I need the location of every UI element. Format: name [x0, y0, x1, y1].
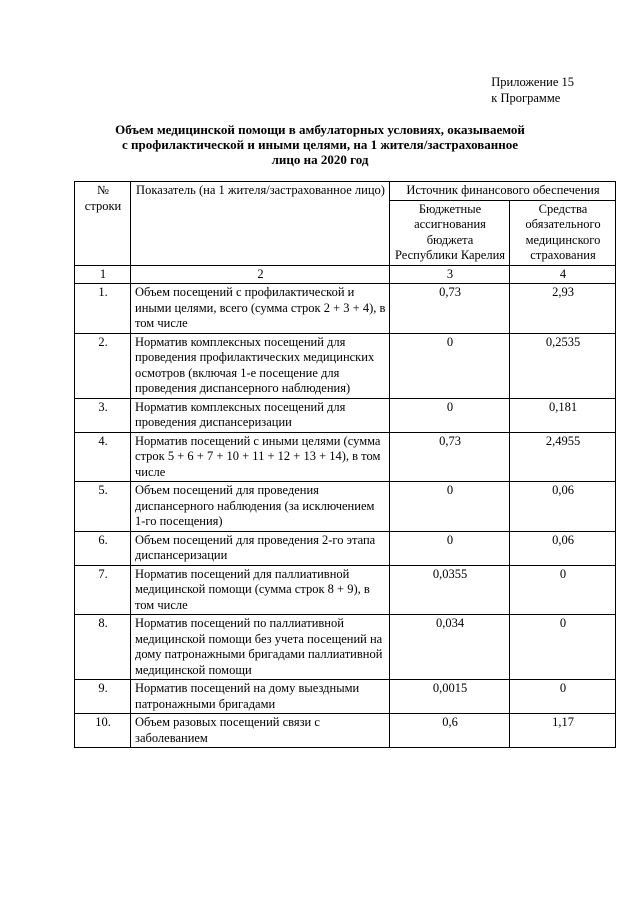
budget-value: 0: [390, 398, 510, 432]
appendix-line-1: Приложение 15: [491, 75, 574, 89]
indicator-cell: Норматив посещений на дому выездными патронажными бригадами: [131, 680, 390, 714]
budget-value: 0,73: [390, 284, 510, 334]
column-number: 4: [510, 265, 616, 284]
title-line-1: Объем медицинской помощи в амбулаторных условиях, оказываемой: [115, 122, 525, 137]
insurance-value: 0,181: [510, 398, 616, 432]
indicator-cell: Норматив комплексных посещений для проведения диспансеризации: [131, 398, 390, 432]
table-row: [75, 565, 616, 615]
indicator-cell: Объем разовых посещений связи с заболеванием: [131, 714, 390, 748]
column-number: 2: [131, 265, 390, 284]
document-title: [100, 122, 540, 167]
row-number: 5.: [75, 482, 131, 532]
insurance-value: 0,2535: [510, 333, 616, 398]
header-row: [75, 182, 616, 201]
row-number: 7.: [75, 565, 131, 615]
indicator-cell: Объем посещений с профилактической и иными целями, всего (сумма строк 2 + 3 + 4), в том числе: [131, 284, 390, 334]
row-number: 3.: [75, 398, 131, 432]
budget-value: 0: [390, 333, 510, 398]
appendix-note: [491, 74, 574, 106]
indicator-cell: Норматив посещений с иными целями (сумма строк 5 + 6 + 7 + 10 + 11 + 12 + 13 + 14), в том числе: [131, 432, 390, 482]
table-row: [75, 398, 616, 432]
insurance-value: 0: [510, 680, 616, 714]
row-number: 4.: [75, 432, 131, 482]
indicator-cell: Норматив комплексных посещений для проведения профилактических медицинских осмотров (включая 1-е посещение для проведения диспансерного наблюдения): [131, 333, 390, 398]
row-number: 6.: [75, 531, 131, 565]
column-numbers-row: [75, 265, 616, 284]
budget-value: 0,0015: [390, 680, 510, 714]
budget-value: 0: [390, 482, 510, 532]
header-insurance: Средства обязательного медицинского страхования: [510, 200, 616, 265]
indicator-cell: Норматив посещений для паллиативной медицинской помощи (сумма строк 8 + 9), в том числе: [131, 565, 390, 615]
table-row: [75, 284, 616, 334]
row-number: 1.: [75, 284, 131, 334]
insurance-value: 0,06: [510, 482, 616, 532]
budget-value: 0,0355: [390, 565, 510, 615]
table-body: [75, 284, 616, 748]
table-row: [75, 482, 616, 532]
row-number: 2.: [75, 333, 131, 398]
budget-value: 0,034: [390, 615, 510, 680]
title-line-3: лицо на 2020 год: [271, 152, 369, 167]
table-row: [75, 714, 616, 748]
table-row: [75, 531, 616, 565]
budget-value: 0,73: [390, 432, 510, 482]
table-row: [75, 615, 616, 680]
header-funding-source: Источник финансового обеспечения: [390, 182, 616, 201]
header-row-number: № строки: [75, 182, 131, 266]
header-budget: Бюджетные ассигнования бюджета Республики Карелия: [390, 200, 510, 265]
indicator-cell: Объем посещений для проведения диспансерного наблюдения (за исключением 1-го посещения): [131, 482, 390, 532]
insurance-value: 0,06: [510, 531, 616, 565]
insurance-value: 2,4955: [510, 432, 616, 482]
insurance-value: 0: [510, 615, 616, 680]
insurance-value: 2,93: [510, 284, 616, 334]
table-row: [75, 333, 616, 398]
table-row: [75, 432, 616, 482]
column-number: 3: [390, 265, 510, 284]
row-number: 8.: [75, 615, 131, 680]
title-line-2: с профилактической и иными целями, на 1 жителя/застрахованное: [121, 137, 519, 152]
budget-value: 0: [390, 531, 510, 565]
indicator-cell: Норматив посещений по паллиативной медицинской помощи без учета посещений на дому патронажными бригадами паллиативной медицинской помощи: [131, 615, 390, 680]
row-number: 9.: [75, 680, 131, 714]
insurance-value: 1,17: [510, 714, 616, 748]
header-indicator: Показатель (на 1 жителя/застрахованное лицо): [131, 182, 390, 266]
table-row: [75, 680, 616, 714]
indicator-cell: Объем посещений для проведения 2-го этапа диспансеризации: [131, 531, 390, 565]
row-number: 10.: [75, 714, 131, 748]
indicators-table: [74, 181, 616, 748]
appendix-line-2: к Программе: [491, 91, 561, 105]
budget-value: 0,6: [390, 714, 510, 748]
insurance-value: 0: [510, 565, 616, 615]
column-number: 1: [75, 265, 131, 284]
